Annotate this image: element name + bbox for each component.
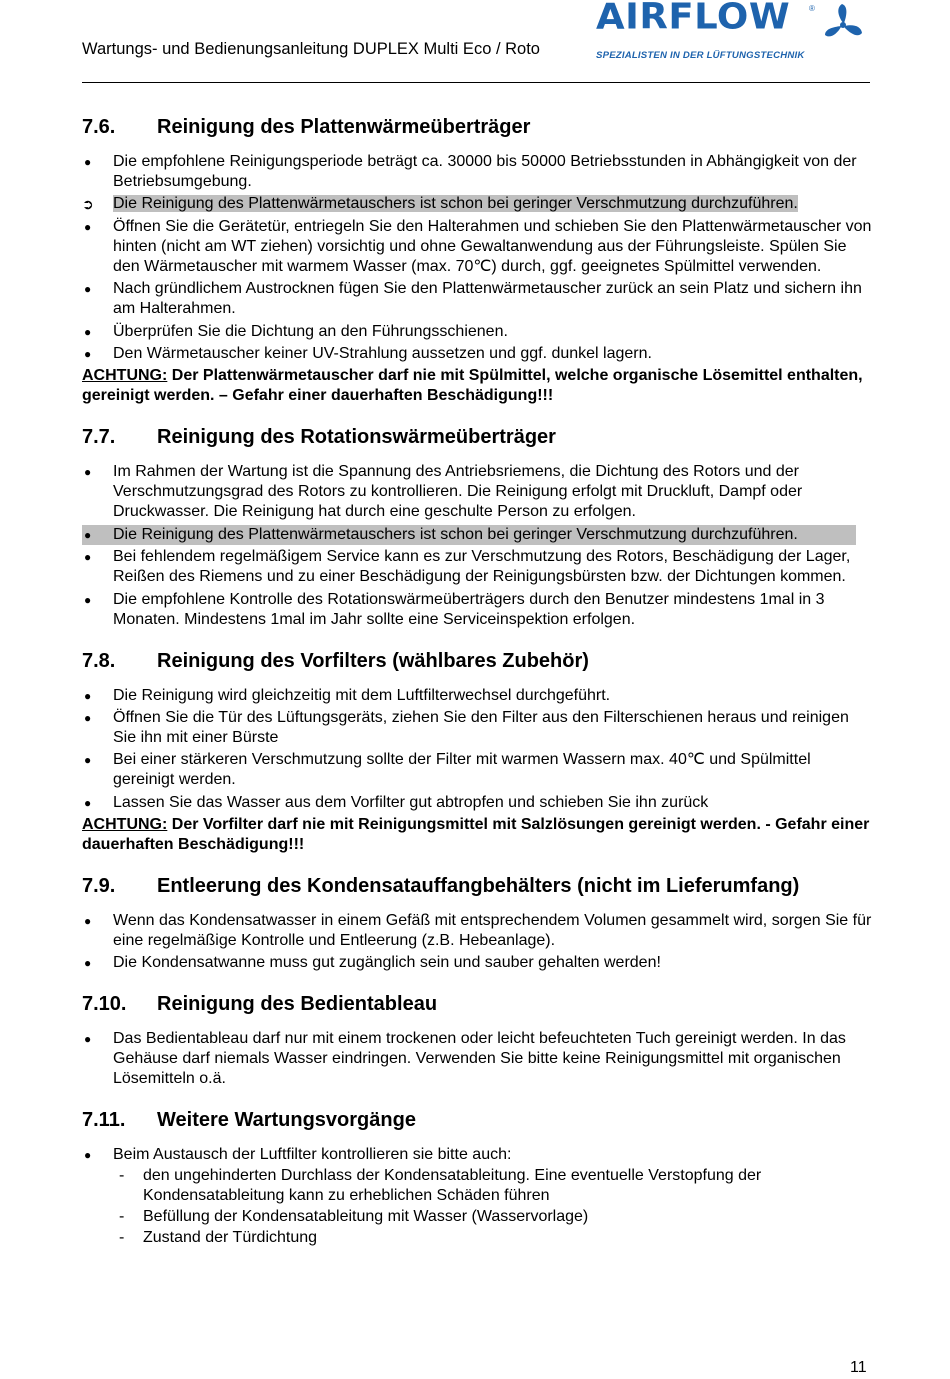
list-item: ● Die Kondensatwanne muss gut zugänglich sein und sauber gehalten werden! [84,954,661,972]
list-item: ● Öffnen Sie die Gerätetür, entriegeln Sie den Halterahmen und schieben Sie den Plattenwärmetauscher von hinten (nicht am WT ziehen) vorsichtig und ohne Gewaltanwendung aus der Führungsleiste. Spülen Sie den Wärmetauscher mit warmem Wasser (max. 70℃) durch, ggf. geeignetes Spülmittel verwenden. [84,217,872,275]
section-heading-7-6 [82,116,872,139]
logo-registered-mark: ® [809,4,815,13]
section-heading-7-10 [82,993,872,1016]
section-number: 7.7. [82,426,116,449]
bullet-list [82,1029,872,1089]
warning-note: ACHTUNG: Der Vorfilter darf nie mit Reinigungsmittel mit Salzlösungen gereinigt werden. - Gefahr einer dauerhaften Beschädigung!!! [82,816,870,854]
logo-wordmark: AIRFLOW [596,0,791,37]
list-item: ● Öffnen Sie die Tür des Lüftungsgeräts, ziehen Sie den Filter aus den Filterschienen heraus und reinigen Sie ihn mit einer Bürste [84,708,849,746]
dash-list [82,1166,872,1248]
bullet-list [82,911,872,973]
bullet-list [82,686,872,813]
list-item: ● Bei einer stärkeren Verschmutzung sollte der Filter mit warmen Wassern max. 40℃ und Spülmittel gereinigt werden. [84,751,811,789]
dash-item: - den ungehinderten Durchlass der Kondensatableitung. Eine eventuelle Verstopfung der Kondensatableitung kann zu erheblichen Schäden führen [119,1167,762,1205]
list-item: ● Die empfohlene Reinigungsperiode beträgt ca. 30000 bis 50000 Betriebsstunden in Abhängigkeit von der Betriebsumgebung. [84,153,857,190]
list-item: ● Wenn das Kondensatwasser in einem Gefäß mit entsprechendem Volumen gesammelt wird, sorgen Sie für eine regelmäßige Kontrolle und Entleerung (z.B. Hebeanlage). [84,912,872,950]
section-heading-7-7 [82,426,872,449]
list-item: ● Überprüfen Sie die Dichtung an den Führungsschienen. [84,322,508,340]
logo-tagline: SPEZIALISTEN IN DER LÜFTUNGSTECHNIK [596,50,805,61]
list-item: ● Die Reinigung wird gleichzeitig mit dem Luftfilterwechsel durchgeführt. [84,686,611,704]
list-item: ● Den Wärmetauscher keiner UV-Strahlung aussetzen und ggf. dunkel lagern. [84,344,652,362]
dash-item: - Befüllung der Kondensatableitung mit Wasser (Wasservorlage) [119,1208,589,1226]
list-item-highlighted: ● Die Reinigung des Plattenwärmetauschers ist schon bei geringer Verschmutzung durchzuführen. [82,525,856,545]
section-title: Reinigung des Rotationswärmeüberträger [157,426,556,449]
list-item: ● Nach gründlichem Austrocknen fügen Sie den Plattenwärmetauscher zurück an sein Platz und sichern ihn am Halterahmen. [84,280,862,318]
document-title: Wartungs- und Bedienungsanleitung DUPLEX Multi Eco / Roto [82,40,540,58]
fan-icon [820,2,866,48]
section-number: 7.11. [82,1109,126,1132]
bullet-list [82,1145,872,1165]
list-item: ● Bei fehlendem regelmäßigem Service kann es zur Verschmutzung des Rotors, Beschädigung der Lager, Reißen des Riemens und zu einer Beschädigung der Reinigungsbürsten bzw. der Dichtungen kommen. [84,548,851,586]
warning-label: ACHTUNG: [82,367,168,385]
warning-note: ACHTUNG: Der Plattenwärmetauscher darf nie mit Spülmittel, welche organische Lösemittel enthalten, gereinigt werden. – Gefahr einer dauerhaften Beschädigung!!! [82,367,863,405]
dash-item: - Zustand der Türdichtung [119,1229,318,1247]
section-title: Entleerung des Kondensatauffangbehälters (nicht im Lieferumfang) [157,875,800,898]
section-title: Reinigung des Bedientableau [157,993,438,1016]
section-number: 7.6. [82,116,116,138]
arrow-icon: ➲ [82,196,94,213]
page-number: 11 [850,1359,867,1376]
section-number: 7.9. [82,875,116,898]
page-header [82,0,870,83]
list-item-highlighted: ➲ Die Reinigung des Plattenwärmetauschers ist schon bei geringer Verschmutzung durchzuführen. [82,195,798,213]
warning-label: ACHTUNG: [82,816,168,834]
list-item: ● Das Bedientableau darf nur mit einem trockenen oder leicht befeuchteten Tuch gereinigt werden. In das Gehäuse darf niemals Wasser eindringen. Verwenden Sie bitte keine Reinigungsmittel mit organischen Lösemitteln o.ä. [84,1030,846,1088]
section-number: 7.8. [82,649,116,672]
section-title: Weitere Wartungsvorgänge [157,1109,416,1132]
section-heading-7-8 [82,650,872,673]
section-heading-7-9 [82,875,872,898]
list-item: ● Lassen Sie das Wasser aus dem Vorfilter gut abtropfen und schieben Sie ihn zurück [84,793,709,811]
bullet-list [82,152,872,364]
page-content [82,116,872,1249]
airflow-logo [596,2,868,64]
list-item: ● Im Rahmen der Wartung ist die Spannung des Antriebsriemens, die Dichtung des Rotors und der Verschmutzungsgrad des Rotors zu kontrollieren. Die Reinigung erfolgt mit Druckluft, Dampf oder Druckwasser. Die Reinigung hat durch eine geschulte Person zu erfolgen. [84,463,803,521]
section-title: Reinigung des Vorfilters (wählbares Zubehör) [157,649,589,672]
list-item: ● Die empfohlene Kontrolle des Rotationswärmeüberträgers durch den Benutzer mindestens 1mal in 3 Monaten. Mindestens 1mal im Jahr sollte eine Serviceinspektion erfolgen. [84,590,825,628]
bullet-list [82,462,872,629]
section-number: 7.10. [82,993,127,1016]
list-item: ● Beim Austausch der Luftfilter kontrollieren sie bitte auch: [84,1146,512,1164]
section-title: Reinigung des Plattenwärmeüberträger [157,116,531,138]
section-heading-7-11 [82,1109,872,1132]
